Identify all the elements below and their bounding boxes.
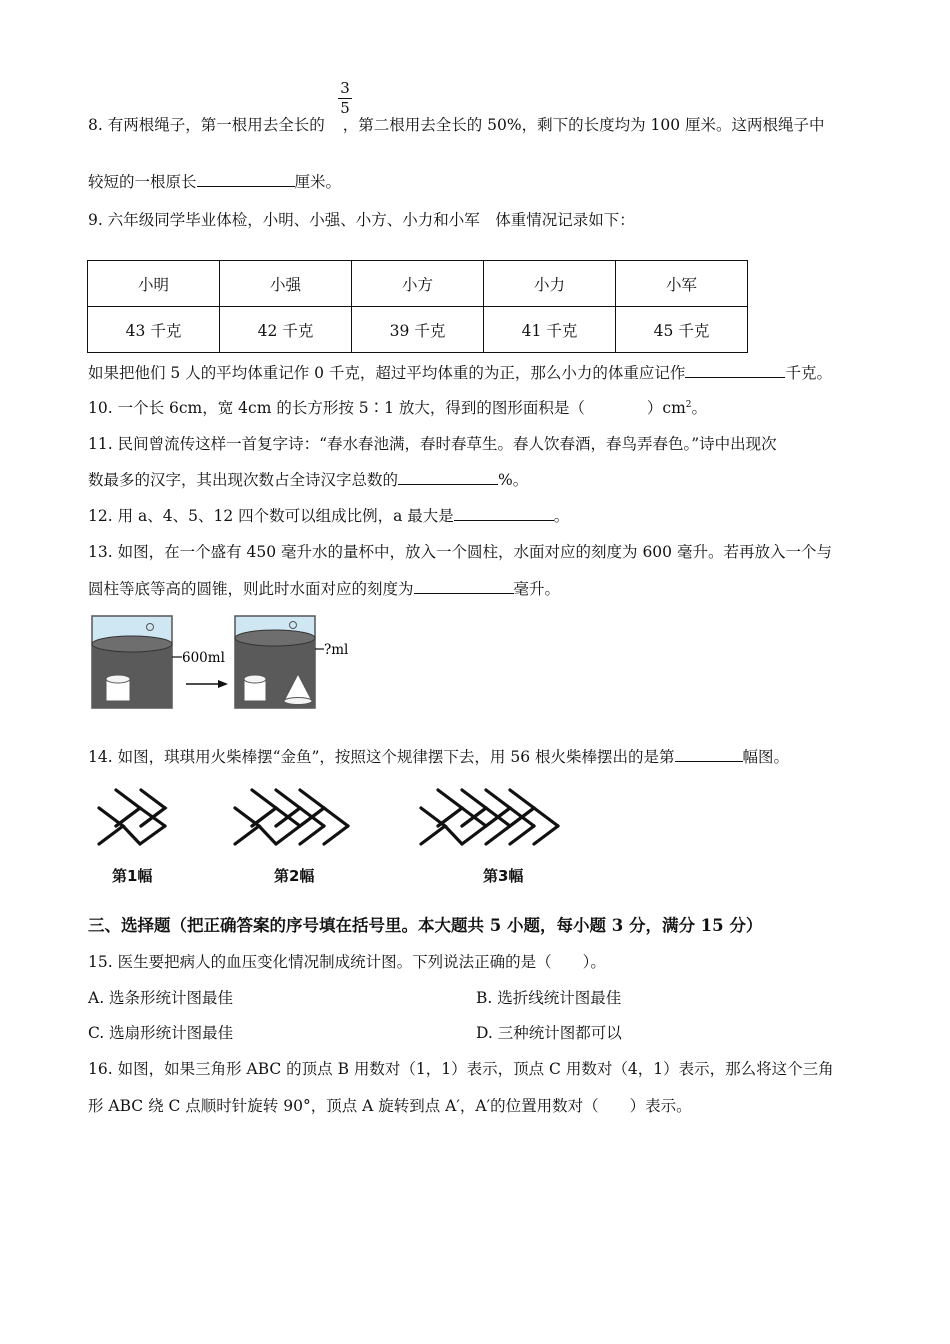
matchstick — [300, 826, 324, 844]
matchstick-chevron — [252, 790, 276, 826]
fraction-denominator: 5 — [340, 99, 350, 117]
figure-caption-2: 第2幅 — [274, 867, 315, 885]
q15-option-a[interactable]: A. 选条形统计图最佳 — [88, 989, 234, 1007]
matchstick-chevron — [276, 790, 300, 826]
q15-option-d[interactable]: D. 三种统计图都可以 — [476, 1024, 622, 1042]
q11-answer-blank[interactable] — [398, 470, 498, 485]
arrow-head-icon — [218, 680, 228, 688]
q13-line2-post: 毫升。 — [513, 580, 561, 598]
q9-answer-blank[interactable] — [685, 363, 785, 378]
q9-intro: 9. 六年级同学毕业体检，小明、小强、小方、小力和小军 体重情况记录如下： — [88, 211, 635, 229]
matchstick-chevron — [462, 790, 486, 826]
fish-figure-2 — [235, 790, 348, 844]
matchstick — [324, 808, 348, 826]
q16-line1: 16. 如图，如果三角形 ABC 的顶点 B 用数对（1，1）表示，顶点 C 用数对（4，1）表示，那么将这个三角 — [88, 1060, 834, 1078]
q12-text: 12. 用 a、4、5、12 四个数可以组成比例，a 最大是 — [88, 507, 454, 525]
q16-line2: 形 ABC 绕 C 点顺时针旋转 90°，顶点 A 旋转到点 A′，A′的位置用数对（ ）表示。 — [88, 1097, 692, 1115]
q14-text: 14. 如图，琪琪用火柴棒摆“金鱼”，按照这个规律摆下去，用 56 根火柴棒摆出的是第 — [88, 748, 675, 766]
weight-table — [87, 260, 748, 353]
cup-2 — [235, 616, 315, 708]
cylinder-top-2 — [244, 675, 266, 683]
matchstick — [276, 826, 300, 844]
q10-end: 。 — [691, 399, 708, 417]
matchstick — [116, 808, 140, 826]
q9-followup-post: 千克。 — [785, 364, 832, 382]
matchstick-fish-figure — [96, 784, 606, 864]
matchstick — [445, 826, 462, 844]
q13-line2 — [88, 577, 560, 599]
q15-option-b[interactable]: B. 选折线统计图最佳 — [476, 989, 622, 1007]
matchstick-chevron — [486, 790, 510, 826]
fish-figure-1 — [99, 790, 165, 844]
q11-line2 — [88, 468, 528, 490]
table-cell: 45 千克 — [616, 307, 748, 353]
q14-line — [88, 745, 789, 767]
table-header-row — [88, 261, 748, 307]
matchstick — [534, 826, 558, 844]
q13-answer-blank[interactable] — [414, 579, 514, 594]
q14-answer-blank[interactable] — [675, 747, 743, 762]
q11-line1: 11. 民间曾流传这样一首复字诗：“春水春池满，春时春草生。春人饮春酒，春鸟弄春色。”诗中出现次 — [88, 435, 777, 453]
table-header-cell: 小强 — [220, 261, 352, 307]
q10-superscript: 2 — [685, 399, 692, 410]
section-3-heading: 三、选择题（把正确答案的序号填在括号里。本大题共 5 小题，每小题 3 分，满分 15 分） — [88, 916, 763, 935]
matchstick — [438, 808, 462, 826]
q9-followup — [88, 361, 832, 383]
q8-line2 — [88, 170, 341, 192]
matchstick-chevron — [116, 790, 140, 826]
q8-answer-blank[interactable] — [197, 172, 295, 187]
cup-1-water-surface — [92, 636, 172, 652]
table-cell: 42 千克 — [220, 307, 352, 353]
fish-figure-3 — [421, 790, 558, 844]
matchstick-chevron — [510, 790, 534, 826]
table-cell: 41 千克 — [484, 307, 616, 353]
table-cell: 39 千克 — [352, 307, 484, 353]
q12-line — [88, 504, 569, 526]
cup-1 — [92, 616, 172, 708]
cup-2-water-surface — [235, 630, 315, 646]
cup-1-water — [92, 644, 172, 708]
matchstick-tail — [421, 808, 445, 844]
q8-text-part2: ，第二根用去全长的 50%，剩下的长度均为 100 厘米。这两根绳子中 — [342, 116, 825, 134]
matchstick — [140, 826, 165, 844]
q10-text: 10. 一个长 6cm，宽 4cm 的长方形按 5∶1 放大，得到的图形面积是（ ）cm — [88, 399, 686, 417]
matchstick — [324, 826, 348, 844]
figure-caption-1: 第1幅 — [112, 867, 153, 885]
cone-base — [284, 698, 312, 705]
q8-line1 — [88, 113, 825, 135]
matchstick-tail — [235, 808, 259, 844]
label-unknown-ml: ?ml — [324, 642, 349, 658]
q13-line1: 13. 如图，在一个盛有 450 毫升水的量杯中，放入一个圆柱，水面对应的刻度为 600 毫升。若再放入一个与 — [88, 543, 832, 561]
q8-line2-pre: 较短的一根原长 — [88, 173, 197, 191]
matchstick — [123, 826, 140, 844]
table-cell: 43 千克 — [88, 307, 220, 353]
table-header-cell: 小军 — [616, 261, 748, 307]
matchstick-chevron — [141, 790, 165, 826]
q8-line2-post: 厘米。 — [294, 173, 342, 191]
figure-caption-3: 第3幅 — [483, 867, 524, 885]
q12-end: 。 — [553, 507, 570, 525]
label-600ml: 600ml — [182, 650, 225, 666]
fraction-three-fifths — [338, 80, 352, 117]
q12-answer-blank[interactable] — [454, 506, 554, 521]
q11-line2-post: %。 — [498, 471, 529, 489]
q14-end: 幅图。 — [742, 748, 790, 766]
q15-stem: 15. 医生要把病人的血压变化情况制成统计图。下列说法正确的是（ ）。 — [88, 953, 606, 971]
matchstick — [462, 826, 486, 844]
matchstick-chevron — [300, 790, 324, 826]
table-header-cell: 小方 — [352, 261, 484, 307]
cylinder-top — [106, 675, 130, 683]
table-header-cell: 小力 — [484, 261, 616, 307]
matchstick-tail — [99, 808, 123, 844]
q9-followup-pre: 如果把他们 5 人的平均体重记作 0 千克，超过平均体重的为正，那么小力的体重应记作 — [88, 364, 686, 382]
fraction-numerator: 3 — [340, 79, 350, 97]
q15-option-c[interactable]: C. 选扇形统计图最佳 — [88, 1024, 234, 1042]
q11-line2-pre: 数最多的汉字，其出现次数占全诗汉字总数的 — [88, 471, 399, 489]
matchstick — [510, 826, 534, 844]
q13-line2-pre: 圆柱等底等高的圆锥，则此时水面对应的刻度为 — [88, 580, 414, 598]
matchstick-chevron — [438, 790, 462, 826]
matchstick — [252, 808, 276, 826]
q8-text-part1: 8. 有两根绳子，第一根用去全长的 — [88, 116, 325, 134]
matchstick — [486, 826, 510, 844]
matchstick — [259, 826, 276, 844]
table-header-cell: 小明 — [88, 261, 220, 307]
measuring-cup-figure — [88, 612, 358, 712]
table-row — [88, 307, 748, 353]
q10-line — [88, 396, 707, 418]
matchstick — [534, 808, 558, 826]
